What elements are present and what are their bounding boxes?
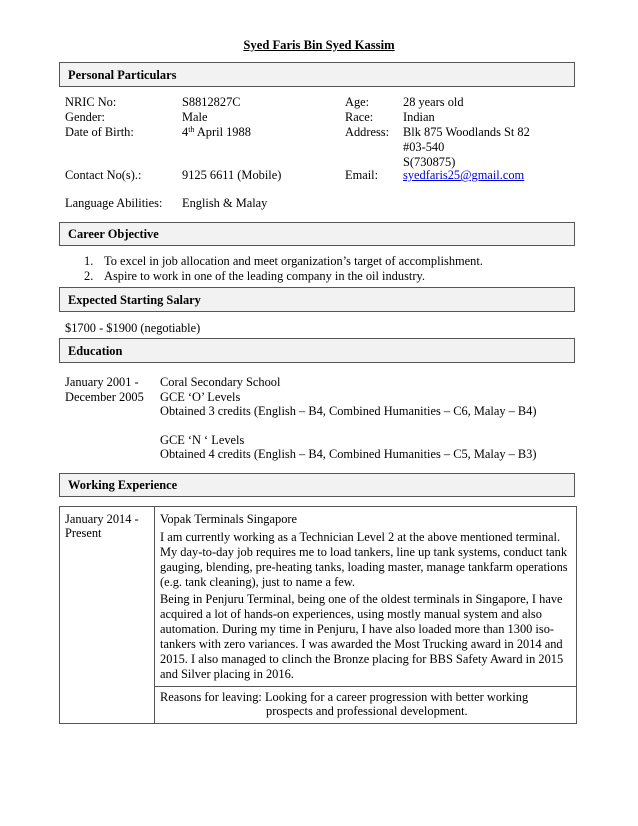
label-contact: Contact No(s).: [65, 168, 142, 182]
list-item-number: 2. [84, 269, 94, 283]
list-item-text: Aspire to work in one of the leading company in the oil industry. [104, 269, 425, 283]
list-item-number: 1. [84, 254, 94, 268]
label-languages: Language Abilities: [65, 196, 163, 210]
resume-title: Syed Faris Bin Syed Kassim [243, 38, 395, 52]
section-header-career [59, 222, 575, 246]
address-line-2: #03-540 [403, 140, 445, 154]
address-line-1: Blk 875 Woodlands St 82 [403, 125, 530, 139]
value-languages: English & Malay [182, 196, 268, 210]
label-race: Race: [345, 110, 374, 124]
table-divider-vertical [154, 506, 155, 724]
paragraph-line: (e.g. tank cleaning), just to name a few. [160, 575, 355, 589]
section-header-work [59, 473, 575, 497]
table-divider-horizontal [155, 686, 577, 687]
section-title: Education [68, 344, 123, 358]
reason-for-leaving-line-2: prospects and professional development. [266, 704, 468, 718]
label-gender: Gender: [65, 110, 105, 124]
section-title: Career Objective [68, 227, 159, 241]
dob-month-year: April 1988 [194, 125, 251, 139]
list-item [84, 254, 483, 269]
dob-ordinal: th [188, 125, 195, 134]
n-level-credits: Obtained 4 credits (English – B4, Combined Humanities – C5, Malay – B3) [160, 447, 537, 461]
section-title: Working Experience [68, 478, 178, 492]
section-header-salary [59, 287, 575, 312]
paragraph-line: Being in Penjuru Terminal, being one of the oldest terminals in Singapore, I have [160, 592, 563, 606]
value-age: 28 years old [403, 95, 464, 109]
work-period-start: January 2014 - [65, 512, 139, 526]
education-period-start: January 2001 - [65, 375, 139, 389]
o-level-title: GCE ‘O’ Levels [160, 390, 241, 404]
paragraph-line: 2015. I also managed to clinch the Bronze placing for BBS Safety Award in 2015 [160, 652, 564, 666]
value-race: Indian [403, 110, 435, 124]
paragraph-line: I am currently working as a Technician Level 2 at the above mentioned terminal. [160, 530, 561, 544]
label-age: Age: [345, 95, 370, 109]
section-title: Expected Starting Salary [68, 293, 201, 307]
work-paragraph-1 [160, 530, 572, 590]
label-dob: Date of Birth: [65, 125, 134, 139]
paragraph-line: and Silver placing in 2016. [160, 667, 294, 681]
paragraph-line: automation. During my time in Penjuru, I have also loaded more than 1300 iso- [160, 622, 555, 636]
dob-day: 4 [182, 125, 189, 139]
salary-value: $1700 - $1900 (negotiable) [65, 321, 201, 335]
work-paragraph-2 [160, 592, 572, 682]
section-title: Personal Particulars [68, 68, 177, 82]
address-line-3: S(730875) [403, 155, 456, 169]
paragraph-line: gauging, blending, pre-heating tanks, loading master, manage tankfarm operations [160, 560, 568, 574]
value-contact: 9125 6611 (Mobile) [182, 168, 282, 182]
value-dob [182, 125, 251, 140]
career-objective-list [84, 254, 564, 286]
company-name: Vopak Terminals Singapore [160, 512, 298, 526]
label-email: Email: [345, 168, 379, 182]
section-header-education [59, 338, 575, 363]
value-gender: Male [182, 110, 208, 124]
label-address: Address: [345, 125, 390, 139]
list-item [84, 269, 425, 284]
email-link[interactable]: syedfaris25@gmail.com [403, 168, 525, 182]
section-header-personal [59, 62, 575, 87]
work-period-end: Present [65, 526, 102, 540]
value-nric: S8812827C [182, 95, 241, 109]
paragraph-line: My day-to-day job requires me to load tankers, line up tank systems, conduct tank [160, 545, 568, 559]
reason-for-leaving-line-1: Reasons for leaving: Looking for a career progression with better working [160, 690, 529, 704]
paragraph-line: tankers with zero variances. I was awarded the Most Trucking award in 2014 and [160, 637, 563, 651]
o-level-credits: Obtained 3 credits (English – B4, Combined Humanities – C6, Malay – B4) [160, 404, 537, 418]
school-name: Coral Secondary School [160, 375, 281, 389]
n-level-title: GCE ‘N ‘ Levels [160, 433, 245, 447]
paragraph-line: acquired a lot of hands-on experiences, using mostly manual system and also [160, 607, 542, 621]
list-item-text: To excel in job allocation and meet organization’s target of accomplishment. [104, 254, 483, 268]
education-period-end: December 2005 [65, 390, 144, 404]
label-nric: NRIC No: [65, 95, 117, 109]
